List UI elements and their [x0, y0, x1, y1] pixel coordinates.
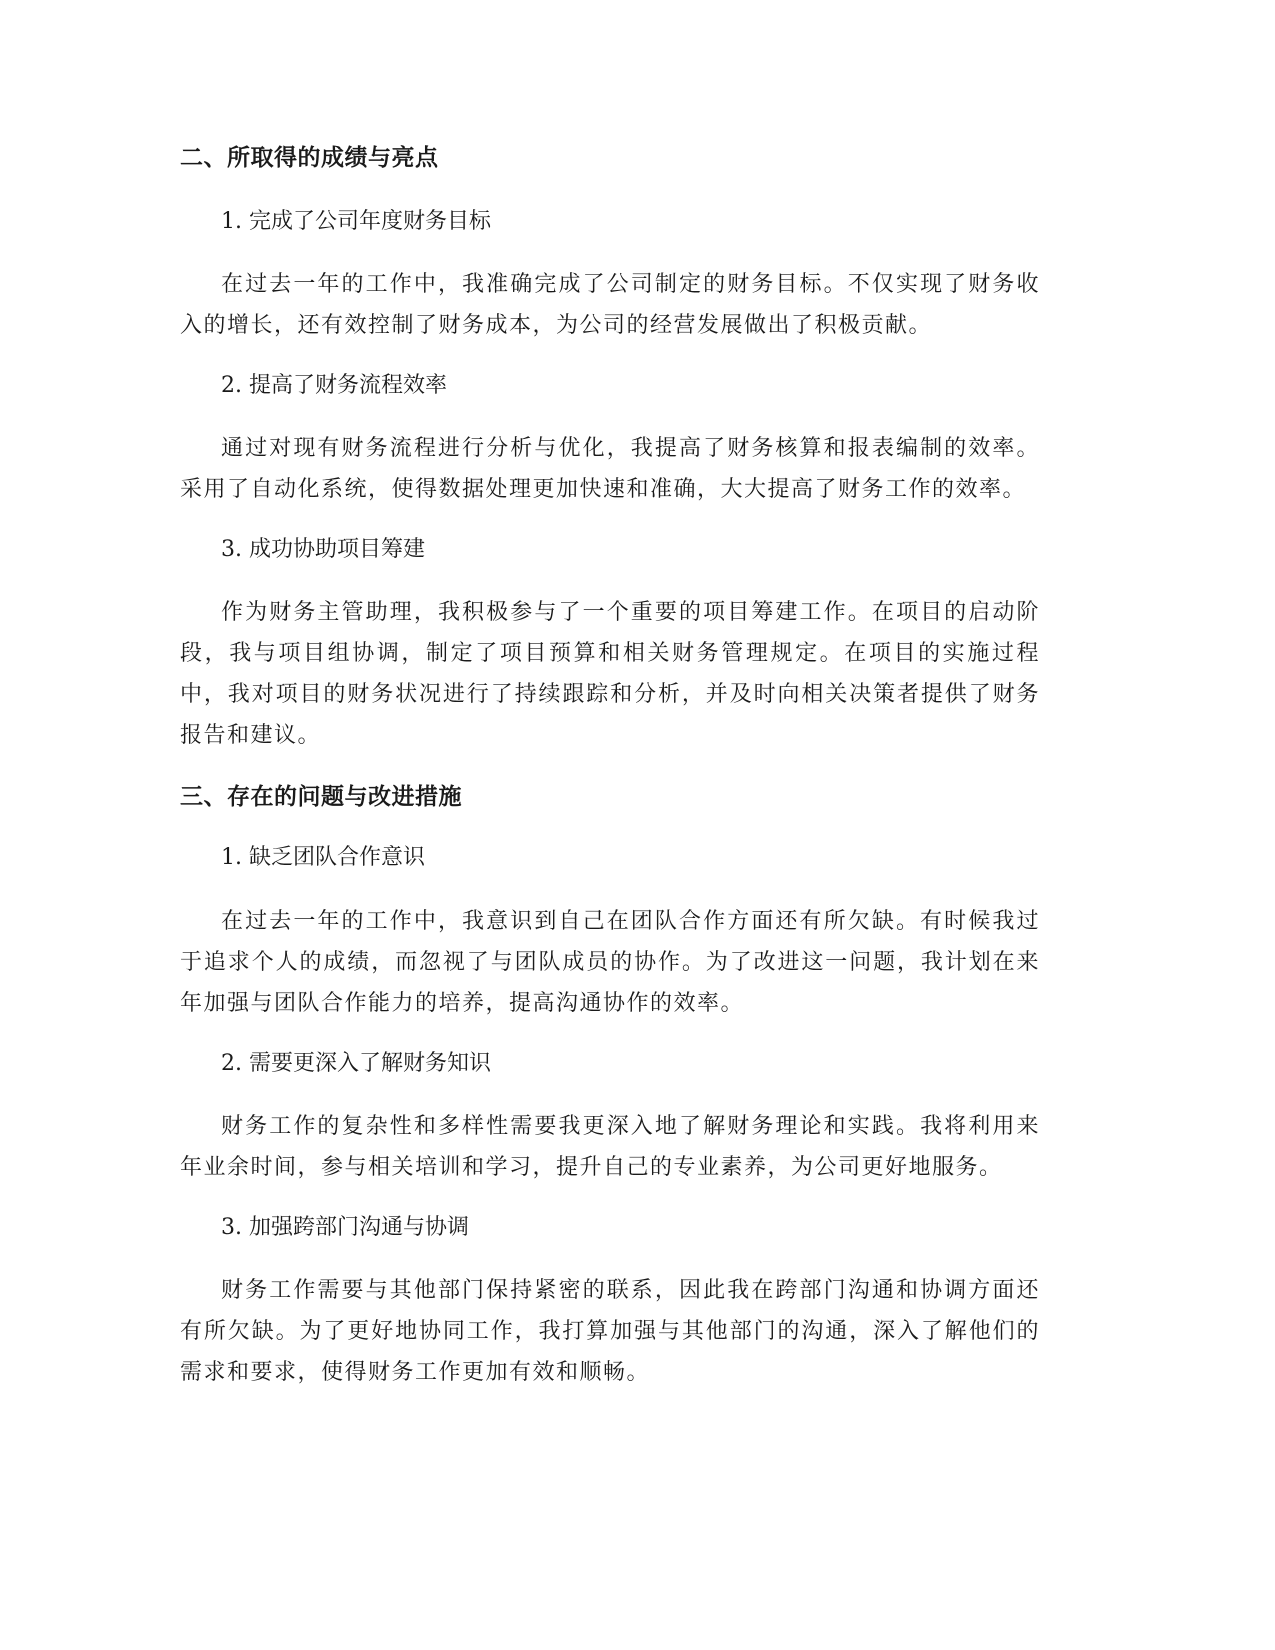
item-title: 1. 缺乏团队合作意识: [221, 845, 425, 870]
item-title: 2. 提高了财务流程效率: [221, 373, 447, 398]
item-paragraph: 通过对现有财务流程进行分析与优化，我提高了财务核算和报表编制的效率。采用了自动化系统，使得数据处理更加快速和准确，大大提高了财务工作的效率。: [180, 436, 1040, 502]
item-paragraph: 作为财务主管助理，我积极参与了一个重要的项目筹建工作。在项目的启动阶段，我与项目组协调，制定了项目预算和相关财务管理规定。在项目的实施过程中，我对项目的财务状况进行了持续跟踪和分析，并及时向相关决策者提供了财务报告和建议。: [180, 600, 1040, 748]
item-paragraph: 财务工作的复杂性和多样性需要我更深入地了解财务理论和实践。我将利用来年业余时间，参与相关培训和学习，提升自己的专业素养，为公司更好地服务。: [180, 1114, 1040, 1180]
section-heading: 二、所取得的成绩与亮点: [180, 145, 439, 171]
item-title: 1. 完成了公司年度财务目标: [221, 209, 491, 234]
section-heading: 三、存在的问题与改进措施: [180, 784, 462, 810]
item-title: 3. 成功协助项目筹建: [221, 537, 425, 562]
item-paragraph: 财务工作需要与其他部门保持紧密的联系，因此我在跨部门沟通和协调方面还有所欠缺。为了更好地协同工作，我打算加强与其他部门的沟通，深入了解他们的需求和要求，使得财务工作更加有效和顺畅。: [180, 1278, 1040, 1385]
item-paragraph: 在过去一年的工作中，我准确完成了公司制定的财务目标。不仅实现了财务收入的增长，还有效控制了财务成本，为公司的经营发展做出了积极贡献。: [180, 272, 1040, 338]
item-title: 2. 需要更深入了解财务知识: [221, 1051, 491, 1076]
item-paragraph: 在过去一年的工作中，我意识到自己在团队合作方面还有所欠缺。有时候我过于追求个人的成绩，而忽视了与团队成员的协作。为了改进这一问题，我计划在来年加强与团队合作能力的培养，提高沟通协作的效率。: [180, 909, 1040, 1016]
item-title: 3. 加强跨部门沟通与协调: [221, 1215, 469, 1240]
